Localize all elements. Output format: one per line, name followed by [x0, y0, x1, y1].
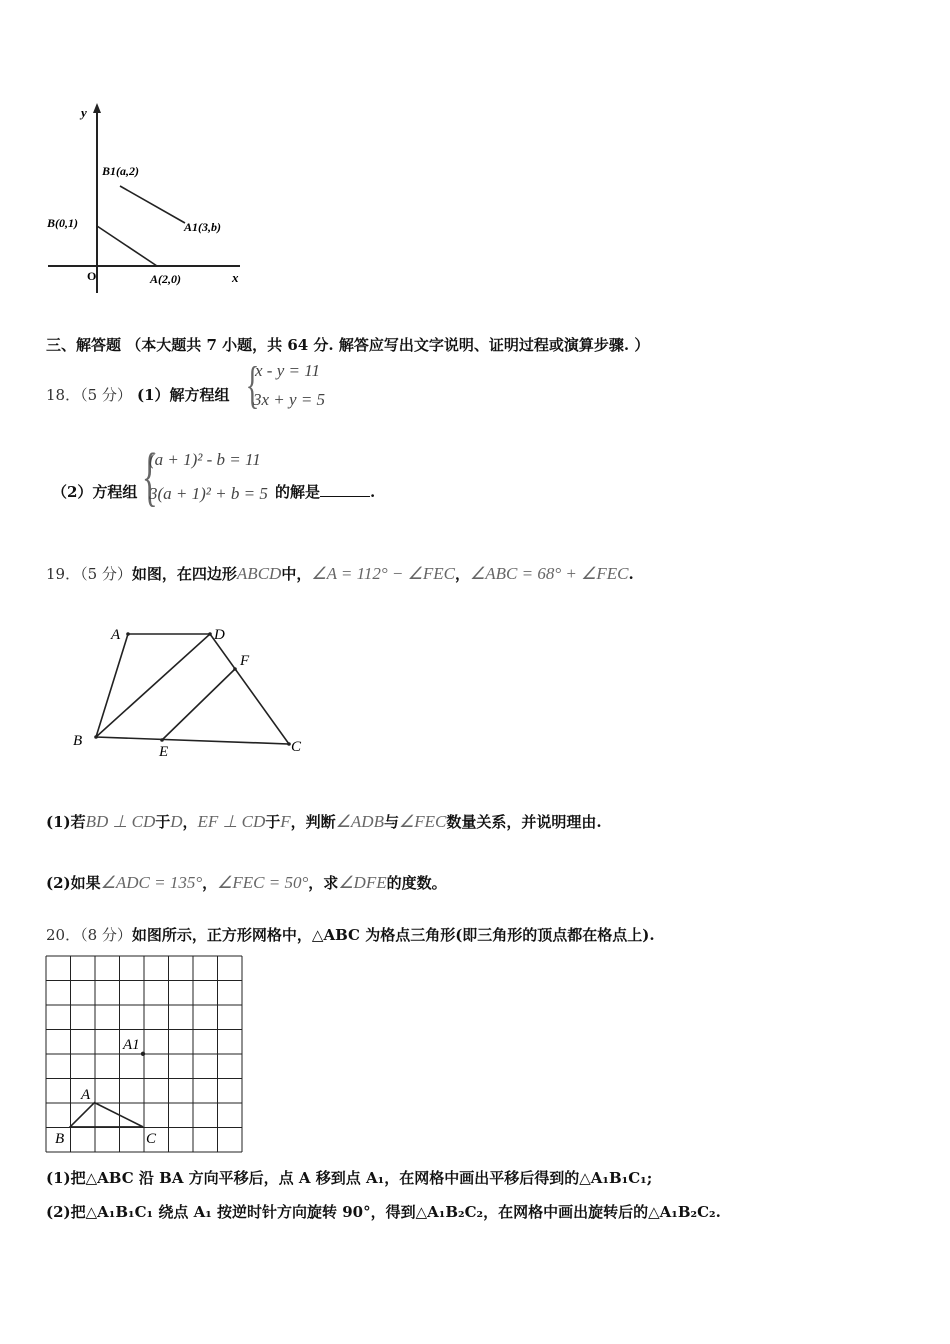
label-d: D [214, 627, 225, 643]
q18-suffix-text: 的解是 [275, 483, 321, 501]
q20-number: 20．（8 分） [46, 926, 132, 944]
b1-label: B1(a,2) [102, 164, 139, 178]
q19-p2-t2: ，求 [308, 874, 339, 892]
quadrilateral-figure [68, 620, 318, 765]
q18-eq1: x - y = 11 [255, 361, 320, 380]
grid-label-b: B [55, 1131, 65, 1147]
q19-p1-a2: ∠FEC [398, 812, 447, 831]
point-f [233, 667, 237, 671]
q19-quad: ABCD [236, 564, 282, 583]
triangle-abc [70, 1103, 143, 1127]
q19-end: . [628, 565, 634, 583]
grid-label-c: C [146, 1131, 157, 1147]
segment-a1b1 [120, 186, 185, 223]
point-a [126, 632, 130, 636]
q19-part1 [46, 812, 602, 832]
point-d [208, 632, 212, 636]
origin-label: O [87, 269, 97, 283]
q18-number: 18．（5 分） [46, 386, 132, 404]
point-a1 [141, 1052, 145, 1056]
q20-part2: (2)把△A₁B₁C₁ 绕点 A₁ 按逆时针方向旋转 90°，得到△A₁B₂C₂，在网格中画出旋转后的△A₁B₂C₂. [46, 1203, 721, 1221]
q18-brace-1: { [245, 357, 260, 414]
q18-eq4: 3(a + 1)² + b = 5 [149, 484, 268, 503]
grid-label-a1: A1 [123, 1037, 140, 1053]
q19-p2-c2: ∠FEC = 50° [217, 873, 309, 892]
q18-eq3: (a + 1)² - b = 11 [149, 450, 261, 469]
q18-eq2: 3x + y = 5 [253, 390, 326, 409]
q19-number: 19．（5 分） [46, 565, 132, 583]
point-b [94, 735, 98, 739]
q19-comma: ， [454, 565, 470, 583]
coordinate-graph [40, 95, 260, 305]
label-c: C [291, 739, 302, 755]
q19-p1-t2: ， [182, 813, 198, 831]
q19-p1-t1: 于 [155, 813, 171, 831]
x-label: x [232, 270, 239, 285]
q18-answer-blank[interactable] [320, 482, 370, 497]
q20-stem [46, 925, 655, 945]
q19-p1-c1: BD ⊥ CD [85, 812, 156, 831]
q18-brace-2: { [141, 440, 158, 513]
q19-p1-a1: ∠ADB [335, 812, 384, 831]
label-b: B [73, 733, 83, 749]
point-e [160, 738, 164, 742]
q19-p2-t1: ， [202, 874, 218, 892]
q19-p1-t3: 于 [265, 813, 281, 831]
grid-label-a: A [81, 1087, 91, 1103]
q20-stem-text: 如图所示，正方形网格中，△ABC 为格点三角形(即三角形的顶点都在格点上). [131, 926, 655, 944]
section-title: 三、解答题 （本大题共 7 小题，共 64 分. 解答应写出文字说明、证明过程或演算步骤. ） [46, 336, 650, 354]
q20-part1: (1)把△ABC 沿 BA 方向平移后，点 A 移到点 A₁，在网格中画出平移后得到的△A₁B₁C₁; [46, 1169, 653, 1187]
q19-p1-d: D [170, 812, 183, 831]
q19-p1-t6: 数量关系，并说明理由. [446, 813, 602, 831]
a-label: A(2,0) [150, 272, 181, 286]
q18-suffix-end: . [370, 483, 376, 501]
q19-p1-f: F [280, 812, 291, 831]
diagonal-bd [96, 634, 210, 737]
q19-p2-a: ∠DFE [338, 873, 387, 892]
q19-p2-t3: 的度数。 [386, 874, 447, 892]
q19-prefix: 如图，在四边形 [131, 565, 237, 583]
y-label: y [81, 105, 87, 120]
q19-part2 [46, 873, 447, 893]
q19-cond1: ∠A = 112° − ∠FEC [311, 564, 455, 583]
q19-p1-t5: 与 [383, 813, 399, 831]
q18-part2-suffix [275, 482, 375, 502]
y-axis-arrow [93, 103, 101, 113]
a1-label: A1(3,b) [184, 220, 221, 234]
q19-p1-t4: ，判断 [290, 813, 336, 831]
b-label: B(0,1) [47, 216, 78, 230]
q19-cond2: ∠ABC = 68° + ∠FEC [470, 564, 629, 583]
q19-mid: 中， [281, 565, 312, 583]
label-f: F [240, 653, 250, 669]
segment-ab [97, 226, 157, 266]
q19-p1-label: (1)若 [46, 813, 86, 831]
q18-part2-label: （2）方程组 [52, 483, 138, 501]
label-e: E [159, 744, 169, 760]
q19-p2-c1: ∠ADC = 135° [100, 873, 203, 892]
segment-ef [162, 669, 235, 740]
q19-p2-label: (2)如果 [46, 874, 101, 892]
label-a: A [111, 627, 121, 643]
q18-part1-label: (1）解方程组 [137, 386, 230, 404]
q19-stem [46, 564, 634, 584]
square-grid [45, 955, 245, 1155]
q19-p1-c2: EF ⊥ CD [197, 812, 266, 831]
